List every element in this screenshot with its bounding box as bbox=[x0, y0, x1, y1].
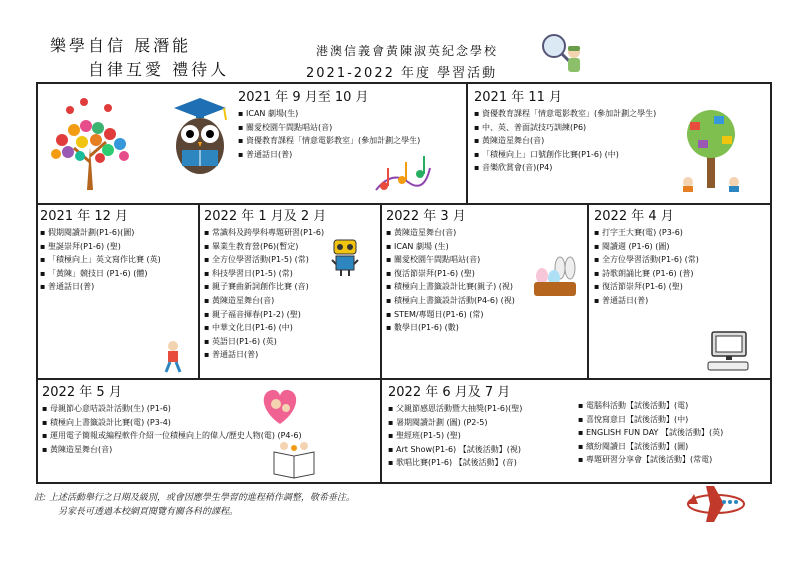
year-title: 2021-2022 年度 學習活動 bbox=[306, 66, 498, 81]
list-item: ▪ 母親節心意咭設計活動(生) (P1-6) bbox=[42, 402, 372, 416]
owl-graduate-icon bbox=[168, 94, 232, 178]
section-heading: 2022 年 3 月 bbox=[386, 209, 466, 224]
list-item: ▪ 積極向上書籤設計活動(P4-6) (視) bbox=[386, 294, 586, 308]
list-item: ▪ 積極向上書籤設計比賽(電) (P3-4) bbox=[42, 416, 372, 430]
section-heading: 2022 年 5 月 bbox=[42, 385, 122, 400]
list-item: ▪ 常識科及跨學科專題研習(P1-6) bbox=[204, 226, 382, 240]
list-item: ▪ ICAN 劇場(生) bbox=[238, 107, 468, 121]
running-child-icon bbox=[160, 340, 186, 374]
list-item: ▪ 普通話日(普) bbox=[204, 348, 382, 362]
list-item: ▪ 「黃陳」競技日 (P1-6) (體) bbox=[40, 267, 196, 281]
list-item: ▪ 詩歌朗誦比賽 (P1-6) (普) bbox=[594, 267, 766, 281]
section-sep-oct bbox=[238, 86, 468, 161]
list-item: ▪ STEM/專題日(P1-6) (常) bbox=[386, 308, 586, 322]
magnifier-kid-icon bbox=[538, 30, 588, 80]
list-item: ▪ 喜悅寫意日【試後活動】(中) bbox=[578, 413, 768, 427]
col-divider-mid-3 bbox=[587, 203, 589, 379]
list-item: ▪ 父親節感恩活動暨大抽獎(P1-6)(聖) bbox=[388, 402, 578, 416]
list-item: ▪ 黃陳造星舞台(音) bbox=[474, 134, 674, 148]
list-item: ▪ 聖經班(P1-5) (聖) bbox=[388, 429, 578, 443]
list-item: ▪ 「積極向上」英文寫作比賽 (英) bbox=[40, 253, 196, 267]
list-item: ▪ 普通話日(普) bbox=[238, 148, 468, 162]
section-may bbox=[42, 381, 372, 456]
col-divider-bottom bbox=[380, 378, 382, 482]
footnote-line-2: 另家長可透過本校網頁閱覽有關各科的課程。 bbox=[58, 507, 239, 517]
list-item: ▪ 關愛校園午間點唱站(音) bbox=[238, 121, 468, 135]
list-item: ▪ 普通話日(普) bbox=[594, 294, 766, 308]
list-item: ▪ ENGLISH FUN DAY 【試後活動】(英) bbox=[578, 426, 768, 440]
list-item: ▪ ICAN 劇場 (生) bbox=[386, 240, 586, 254]
school-name: 港澳信義會黃陳淑英紀念學校 bbox=[316, 44, 499, 58]
list-item: ▪ 普通話日(普) bbox=[40, 280, 196, 294]
list-item: ▪ 中華文化日(P1-6) (中) bbox=[204, 321, 382, 335]
list-item: ▪ 黃陳造星舞台(音) bbox=[42, 443, 372, 457]
list-item: ▪ 數學日(P1-6) (數) bbox=[386, 321, 586, 335]
section-jun-jul-col2 bbox=[578, 399, 768, 467]
section-jan-feb bbox=[204, 205, 382, 362]
list-item: ▪ 暑期閱讀計劃 (圖) (P2-5) bbox=[388, 416, 578, 430]
section-heading: 2022 年 6 月及 7 月 bbox=[388, 385, 511, 400]
list-item: ▪ 資優教育課程「情意電影教室」(參加計劃之學生) bbox=[474, 107, 674, 121]
list-item: ▪ 復活節崇拜(P1-6) (聖) bbox=[594, 280, 766, 294]
list-item: ▪ 資優教育課程「情意電影教室」(參加計劃之學生) bbox=[238, 134, 468, 148]
section-heading: 2021 年 11 月 bbox=[474, 90, 563, 105]
robot-icon bbox=[328, 236, 362, 278]
list-item: ▪ Art Show(P1-6) 【試後活動】(視) bbox=[388, 443, 578, 457]
list-item: ▪ 歌唱比賽(P1-6) 【試後活動】(音) bbox=[388, 456, 578, 470]
section-dec bbox=[40, 205, 196, 294]
motto-line-2: 自律互愛 禮待人 bbox=[88, 60, 230, 79]
list-item: ▪ 運用電子簡報或編程軟件介紹一位積極向上的偉人/歷史人物(電) (P4-6) bbox=[42, 429, 372, 443]
list-item: ▪ 繽紛閱讀日【試後活動】(圖) bbox=[578, 440, 768, 454]
section-jun-jul bbox=[388, 381, 578, 470]
list-item: ▪ 親子賽曲新詞創作比賽 (音) bbox=[204, 280, 382, 294]
list-item: ▪ 假期閱讀計劃(P1-6)(圖) bbox=[40, 226, 196, 240]
easter-basket-icon bbox=[530, 256, 578, 298]
list-item: ▪ 專題研習分享會【試後活動】(常電) bbox=[578, 453, 768, 467]
list-item: ▪ 復活節崇拜(P1-6) (聖) bbox=[386, 267, 586, 281]
section-nov bbox=[474, 86, 674, 175]
section-heading: 2021 年 9 月至 10 月 bbox=[238, 90, 369, 105]
list-item: ▪ 畢業生教育營(P6)(暫定) bbox=[204, 240, 382, 254]
list-item: ▪ 英語日(P1-6) (英) bbox=[204, 335, 382, 349]
list-item: ▪ 閱讀週 (P1-6) (圖) bbox=[594, 240, 766, 254]
section-heading: 2022 年 4 月 bbox=[594, 209, 674, 224]
computer-icon bbox=[706, 330, 752, 374]
list-item: ▪ 黃陳造星舞台(音) bbox=[204, 294, 382, 308]
list-item: ▪ 關愛校園午間點唱站(音) bbox=[386, 253, 586, 267]
list-item: ▪ 打字王大賽(電) (P3-6) bbox=[594, 226, 766, 240]
list-item: ▪ 黃陳造星舞台(音) bbox=[386, 226, 586, 240]
airplane-icon bbox=[684, 484, 748, 524]
list-item: ▪ 電腦科活動【試後活動】(電) bbox=[578, 399, 768, 413]
list-item: ▪ 科技學習日(P1-5) (常) bbox=[204, 267, 382, 281]
list-item: ▪ 親子福音揮春(P1-2) (聖) bbox=[204, 308, 382, 322]
list-item: ▪ 中、英、普面試技巧訓練(P6) bbox=[474, 121, 674, 135]
heart-tree-icon bbox=[40, 92, 140, 192]
list-item: ▪ 音樂欣賞會(音)(P4) bbox=[474, 161, 674, 175]
mother-child-heart-icon bbox=[258, 384, 302, 426]
reading-family-icon bbox=[270, 440, 320, 480]
list-item: ▪ 「積極向上」口號創作比賽(P1-6) (中) bbox=[474, 148, 674, 162]
row-divider-2 bbox=[38, 378, 770, 380]
motto-line-1: 樂學自信 展潛能 bbox=[50, 36, 192, 55]
section-heading: 2022 年 1 月及 2 月 bbox=[204, 209, 327, 224]
list-item: ▪ 全方位學習活動(P1-6) (常) bbox=[594, 253, 766, 267]
footnote-line-1: 註: 上述活動舉行之日期及級別，或會因應學生學習的進程稍作調整，敬希垂注。 bbox=[34, 493, 355, 503]
list-item: ▪ 積極向上書籤設計比賽(親子) (視) bbox=[386, 280, 586, 294]
section-heading: 2021 年 12 月 bbox=[40, 209, 129, 224]
book-tree-icon bbox=[674, 102, 748, 194]
section-apr bbox=[594, 205, 766, 308]
list-item: ▪ 聖誕崇拜(P1-6) (聖) bbox=[40, 240, 196, 254]
list-item: ▪ 全方位學習活動(P1-5) (常) bbox=[204, 253, 382, 267]
col-divider-mid-1 bbox=[198, 203, 200, 379]
